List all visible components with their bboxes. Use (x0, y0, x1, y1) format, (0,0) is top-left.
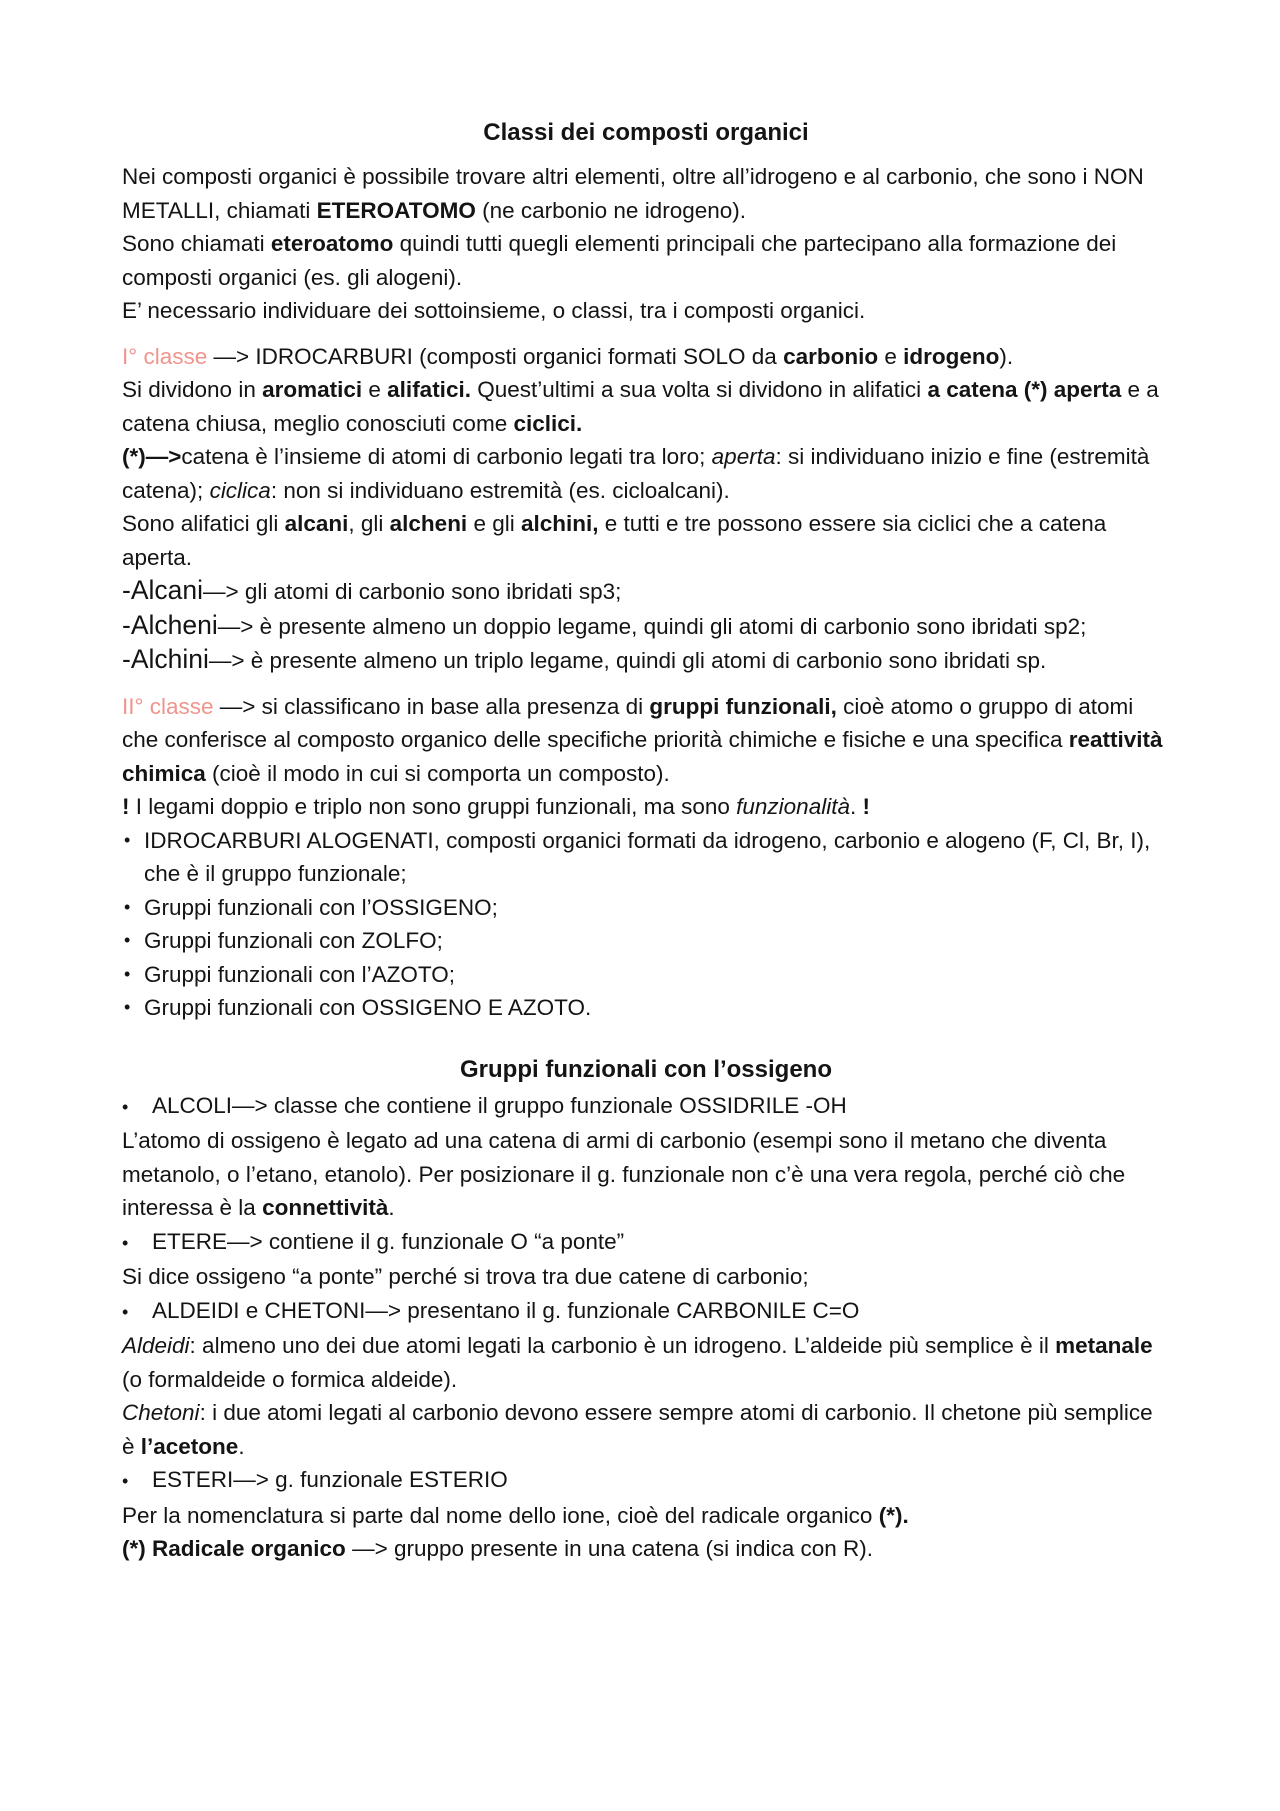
text: : i due atomi legati al carbonio devono essere sempre atomi di carbonio. Il chetone più semplice è (122, 1400, 1153, 1459)
text: ALDEIDI e CHETONI—> presentano il g. funzionale CARBONILE C=O (152, 1297, 860, 1323)
bold: (*) Radicale organico (122, 1536, 346, 1561)
bold: (*)—> (122, 444, 182, 469)
intro-text: Sono chiamati (122, 231, 271, 256)
text: —> è presente almeno un doppio legame, quindi gli atomi di carbonio sono ibridati sp2; (217, 613, 1087, 639)
list-item: • Gruppi funzionali con l’OSSIGENO; (122, 891, 1170, 925)
bold: ! (862, 794, 870, 819)
text: : almeno uno dei due atomi legati la carbonio è un idrogeno. L’aldeide più semplice è il (189, 1333, 1056, 1358)
text: e a catena chiusa, meglio conosciuti come (122, 377, 1159, 436)
text: . (238, 1433, 245, 1459)
text: L’atomo di ossigeno è legato ad una catena di armi di carbonio (esempi sono il metano che diventa metanolo, o l’etano, etanolo). Per posizionare il g. funzionale non c’è una vera regola, perché ciò che interessa è la (122, 1128, 1126, 1220)
section-title: Gruppi funzionali con l’ossigeno (460, 1055, 832, 1083)
list-item: • IDROCARBURI ALOGENATI, composti organici formati da idrogeno, carbonio e alogeno (F, Cl, Br, I), che è il gruppo funzionale; (122, 824, 1170, 891)
class2-list (122, 824, 1170, 1025)
bullet: • (122, 1471, 129, 1491)
text: e tutti e tre possono essere sia ciclici che a catena aperta. (122, 511, 1107, 570)
italic: ciclica (209, 477, 271, 503)
alcani-line (122, 574, 1170, 609)
bullet: • (122, 1301, 129, 1322)
text: : non si individuano estremità (es. cicloalcani). (270, 477, 730, 503)
esteri-item (122, 1463, 1170, 1499)
text: I legami doppio e triplo non sono gruppi funzionali, ma sono (129, 794, 737, 819)
text: e gli (467, 511, 521, 536)
bullet: • (122, 1232, 129, 1253)
bold: idrogeno (903, 343, 1000, 369)
bold: connettività (262, 1195, 389, 1220)
bold: ciclici. (513, 410, 583, 436)
bold: metanale (1055, 1333, 1153, 1358)
intro-text: quindi tutti quegli elementi principali che partecipano alla formazione dei composti organici (es. gli alogeni). (122, 231, 1117, 290)
bold: carbonio (783, 343, 879, 369)
text: catena è l’insieme di atomi di carbonio legati tra loro; (181, 444, 712, 469)
text: ). (999, 343, 1014, 369)
intro-bold: eteroatomo (270, 231, 394, 256)
text: e (362, 377, 388, 402)
bullet: • (122, 1096, 129, 1117)
text: Si dividono in (122, 377, 263, 402)
text: —> IDROCARBURI (composti organici formati SOLO da (207, 343, 784, 369)
list-item: • Gruppi funzionali con OSSIGENO E AZOTO. (122, 991, 1170, 1025)
alcheni-line (122, 609, 1170, 644)
text: —> gli atomi di carbonio sono ibridati sp3; (203, 579, 622, 604)
text: , gli (348, 511, 390, 536)
bold: l’acetone (140, 1433, 239, 1459)
class1-section (122, 340, 1170, 678)
text: Sono alifatici gli (122, 511, 285, 536)
intro-bold: ETEROATOMO (316, 197, 476, 223)
bold: aromatici (262, 377, 363, 402)
bold: alcheni (389, 511, 468, 536)
italic: Aldeidi (122, 1333, 190, 1358)
bold: alchini, (520, 511, 599, 536)
text: Per la nomenclatura si parte dal nome dello ione, cioè del radicale organico (122, 1502, 879, 1528)
document-page (122, 118, 1170, 1566)
text: (cioè il modo in cui si comporta un composto). (205, 760, 670, 786)
class1-label: I° classe (122, 343, 208, 369)
text: ESTERI—> g. funzionale ESTERIO (152, 1467, 508, 1492)
italic: funzionalità (736, 794, 850, 819)
intro-text: (ne carbonio ne idrogeno). (475, 197, 747, 223)
bold: gruppi funzionali, (649, 693, 837, 719)
text: (o formaldeide o formica aldeide). (122, 1366, 458, 1392)
intro-text: E’ necessario individuare dei sottoinsieme, o classi, tra i composti organici. (122, 298, 866, 323)
bold: alifatici. (387, 377, 471, 402)
text: Si dice ossigeno “a ponte” perché si trova tra due catene di carbonio; (122, 1264, 809, 1289)
list-item: • Gruppi funzionali con ZOLFO; (122, 924, 1170, 958)
bold: reattività chimica (122, 727, 1163, 786)
text: Quest’ultimi a sua volta si dividono in alifatici (470, 377, 928, 402)
bold: ! (122, 794, 130, 819)
alcoli-item (122, 1089, 1170, 1125)
text: . (849, 794, 863, 819)
text: ALCOLI—> classe che contiene il gruppo funzionale OSSIDRILE -OH (152, 1092, 847, 1118)
list-item: • Gruppi funzionali con l’AZOTO; (122, 958, 1170, 992)
bold: alcani (284, 511, 349, 536)
text: —> si classificano in base alla presenza di (213, 693, 650, 719)
term: -Alcani (122, 575, 204, 605)
page-title: Classi dei composti organici (483, 119, 809, 146)
text: . (388, 1195, 395, 1220)
bold: (*). (878, 1502, 909, 1528)
term: -Alcheni (122, 609, 218, 640)
text: —> è presente almeno un triplo legame, quindi gli atomi di carbonio sono ibridati sp. (208, 648, 1047, 673)
term: -Alchini (122, 644, 209, 674)
etere-item (122, 1225, 1170, 1261)
intro-paragraph (122, 160, 1170, 328)
class2-section (122, 690, 1170, 1025)
text: cioè atomo o gruppo di atomi che conferisce al composto organico delle specifiche priorità chimiche e fisiche e una specifica (122, 693, 1134, 752)
class2-label: II° classe (122, 693, 214, 719)
section2 (122, 1055, 1170, 1566)
bold: a catena (*) aperta (927, 377, 1122, 402)
alchini-line (122, 643, 1170, 678)
text: ETERE—> contiene il g. funzionale O “a ponte” (152, 1228, 625, 1254)
italic: Chetoni (122, 1400, 200, 1425)
text: : si individuano inizio e fine (estremità catena); (122, 444, 1150, 503)
text: —> gruppo presente in una catena (si indica con R). (345, 1536, 873, 1561)
aldeidi-item (122, 1294, 1170, 1330)
text: e (878, 343, 904, 369)
italic: aperta (711, 444, 776, 469)
intro-text: Nei composti organici è possibile trovare altri elementi, oltre all’idrogeno e al carbonio, che sono i NON METALLI, chiamati (122, 164, 1144, 223)
